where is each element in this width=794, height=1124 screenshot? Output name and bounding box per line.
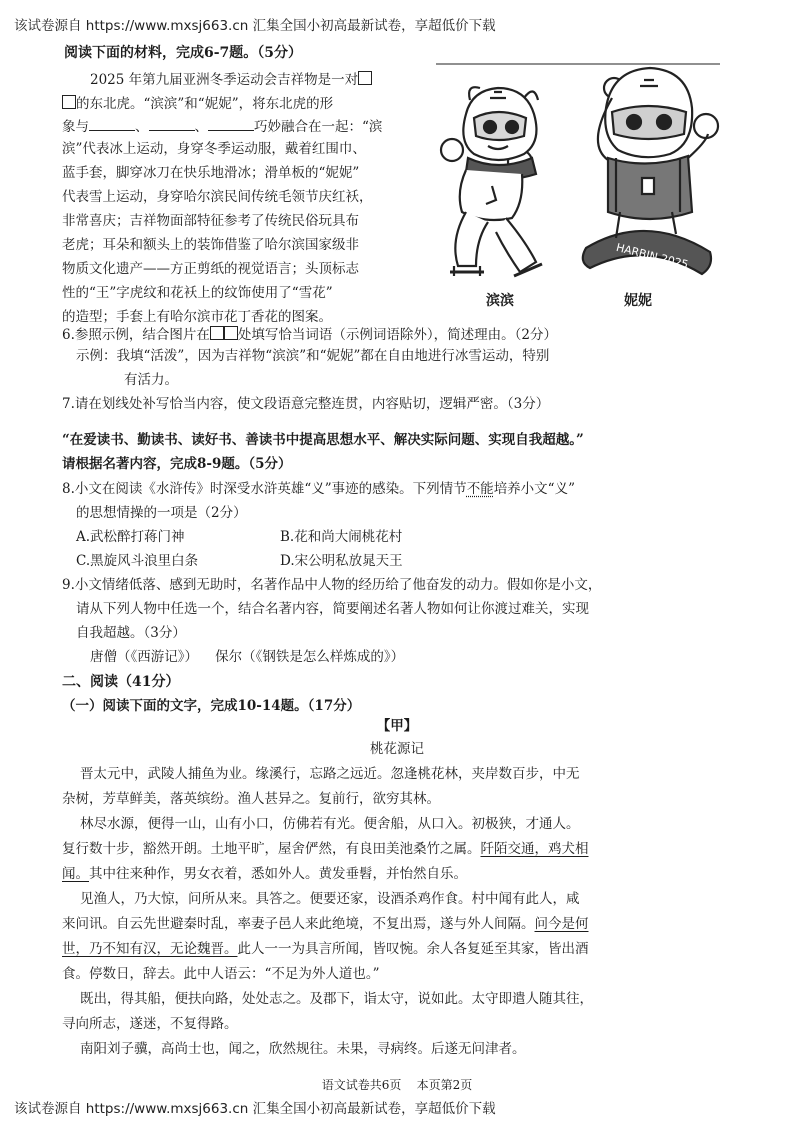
mascot-drawing — [436, 62, 720, 312]
section-6-7-title: 阅读下面的材料，完成6-7题。（5分） — [64, 45, 303, 61]
essay-p3-line-2: 来问讯。自云先世避秦时乱，率妻子邑人来此绝境，不复出焉，遂与外人间隔。问今是何 — [62, 916, 589, 932]
question-9-line-2: 请从下列人物中任选一个，结合名著内容，简要阐述名著人物如何让你渡过难关，实现 — [76, 601, 589, 617]
emphasis-not: 不能 — [466, 481, 494, 497]
essay-p2-line-1: 林尽水源，便得一山，山有小口，仿佛若有光。便舍船，从口入。初极狭，才通人。 — [80, 816, 580, 832]
question-9-choices: 唐僧（《西游记》） 保尔（《钢铁是怎么样炼成的》） — [90, 649, 405, 665]
answer-box — [358, 71, 372, 85]
q6-example-line-2: 有活力。 — [124, 372, 178, 388]
question-9-line-1: 9.小文情绪低落、感到无助时，名著作品中人物的经历给了他奋发的动力。假如你是小文， — [62, 577, 602, 593]
fill-blank[interactable] — [89, 119, 135, 131]
option-c[interactable]: C.黑旋风斗浪里白条 — [76, 553, 199, 569]
mascot-illustration — [436, 62, 720, 312]
section-2-heading: 二、阅读（41分） — [62, 674, 180, 690]
essay-p3-line-4: 食。停数日，辞去。此中人语云：“不足为外人道也。” — [62, 966, 380, 982]
fill-blank[interactable] — [208, 119, 254, 131]
para-line-5: 蓝手套，脚穿冰刀在快乐地滑冰；滑单板的“妮妮” — [62, 165, 360, 181]
question-8: 8.小文在阅读《水浒传》时深受水浒英雄“义”事迹的感染。下列情节不能培养小文“义” — [62, 481, 575, 497]
question-7: 7.请在划线处补写恰当内容，使文段语意完整连贯，内容贴切，逻辑严密。（3分） — [62, 396, 550, 412]
para-line-8: 老虎；耳朵和额头上的装饰借鉴了哈尔滨国家级非 — [62, 237, 359, 253]
para-line-10: 性的“王”字虎纹和花袄上的纹饰使用了“雪花” — [62, 285, 333, 301]
underlined-sentence: 阡陌交通，鸡犬相 — [480, 841, 589, 857]
mascot-caption-binbin: 滨滨 — [486, 293, 514, 309]
essay-p2-line-2: 复行数十步，豁然开朗。土地平旷，屋舍俨然，有良田美池桑竹之属。阡陌交通，鸡犬相 — [62, 841, 589, 857]
essay-title: 桃花源记 — [370, 741, 424, 757]
reading-quote: “在爱读书、勤读书、读好书、善读书中提高思想水平、解决实际问题、实现自我超越。” — [62, 432, 584, 448]
para-line-6: 代表雪上运动，身穿哈尔滨民间传统毛领节庆红袄， — [62, 189, 373, 205]
answer-box — [224, 326, 238, 340]
fill-blank[interactable] — [149, 119, 195, 131]
question-8-line-2: 的思想情操的一项是（2分） — [76, 505, 247, 521]
option-b[interactable]: B.花和尚大闹桃花村 — [280, 529, 403, 545]
section-2-1-heading: （一）阅读下面的文字，完成10-14题。（17分） — [62, 698, 361, 714]
essay-p5-line-1: 南阳刘子骥，高尚士也，闻之，欣然规往。未果，寻病终。后遂无问津者。 — [80, 1041, 526, 1057]
page-footer: 语文试卷共6页 本页第2页 — [321, 1078, 473, 1092]
para-line-9: 物质文化遗产——方正剪纸的视觉语言；头顶标志 — [62, 261, 359, 277]
para-line-2: 的东北虎。“滨滨”和“妮妮”，将东北虎的形 — [62, 95, 333, 112]
answer-box — [62, 95, 76, 109]
mascot-caption-nini: 妮妮 — [624, 293, 652, 309]
essay-p3-line-1: 见渔人，乃大惊，问所从来。具答之。便要还家，设酒杀鸡作食。村中闻有此人，咸 — [80, 891, 580, 907]
para-line-11: 的造型；手套上有哈尔滨市花丁香花的图案。 — [62, 309, 332, 325]
top-source-banner: 该试卷源自 https://www.mxsj663.cn 汇集全国小初高最新试卷，享超低价下载 — [14, 18, 496, 34]
essay-p2-line-3: 闻。其中往来种作，男女衣着，悉如外人。黄发垂髫，并怡然自乐。 — [62, 866, 467, 882]
question-9-line-3: 自我超越。（3分） — [76, 625, 186, 641]
q6-example-line-1: 示例：我填“活泼”，因为吉祥物“滨滨”和“妮妮”都在自由地进行冰雪运动，特别 — [76, 348, 550, 364]
question-6: 6.参照示例，结合图片在 处填写恰当词语（示例词语除外），简述理由。（2分） — [62, 327, 557, 343]
nini-figure — [583, 68, 718, 274]
answer-box — [210, 326, 224, 340]
essay-p1-line-2: 杂树，芳草鲜美，落英缤纷。渔人甚异之。复前行，欲穷其林。 — [62, 791, 440, 807]
option-a[interactable]: A.武松醉打蒋门神 — [76, 529, 185, 545]
essay-p1-line-1: 晋太元中，武陵人捕鱼为业。缘溪行，忘路之远近。忽逢桃花林，夹岸数百步，中无 — [80, 766, 580, 782]
para-line-3: 象与 、 、 巧妙融合在一起：“滨 — [62, 119, 383, 135]
underlined-sentence: 闻。 — [62, 866, 89, 882]
para-line-4: 滨”代表冰上运动，身穿冬季运动服，戴着红围巾、 — [62, 141, 366, 157]
underlined-sentence: 世，乃不知有汉，无论魏晋。 — [62, 941, 238, 957]
binbin-figure — [441, 87, 542, 276]
section-8-9-instruction: 请根据名著内容，完成8-9题。（5分） — [62, 456, 292, 472]
label-jia: 【甲】 — [376, 718, 418, 734]
underlined-sentence: 问今是何 — [534, 916, 589, 932]
para-line-7: 非常喜庆；吉祥物面部特征参考了传统民俗玩具布 — [62, 213, 359, 229]
board-text: HARBIN 2025 — [614, 240, 690, 272]
bottom-source-banner: 该试卷源自 https://www.mxsj663.cn 汇集全国小初高最新试卷，享超低价下载 — [14, 1101, 496, 1117]
essay-p4-line-2: 寻向所志，遂迷，不复得路。 — [62, 1016, 238, 1032]
essay-p4-line-1: 既出，得其船，便扶向路，处处志之。及郡下，诣太守，说如此。太守即遣人随其往， — [80, 991, 593, 1007]
para-line-1: 2025 年第九届亚洲冬季运动会吉祥物是一对 — [90, 71, 372, 88]
essay-p3-line-3: 世，乃不知有汉，无论魏晋。此人一一为具言所闻，皆叹惋。余人各复延至其家，皆出酒 — [62, 941, 589, 957]
option-d[interactable]: D.宋公明私放晁天王 — [280, 553, 403, 569]
